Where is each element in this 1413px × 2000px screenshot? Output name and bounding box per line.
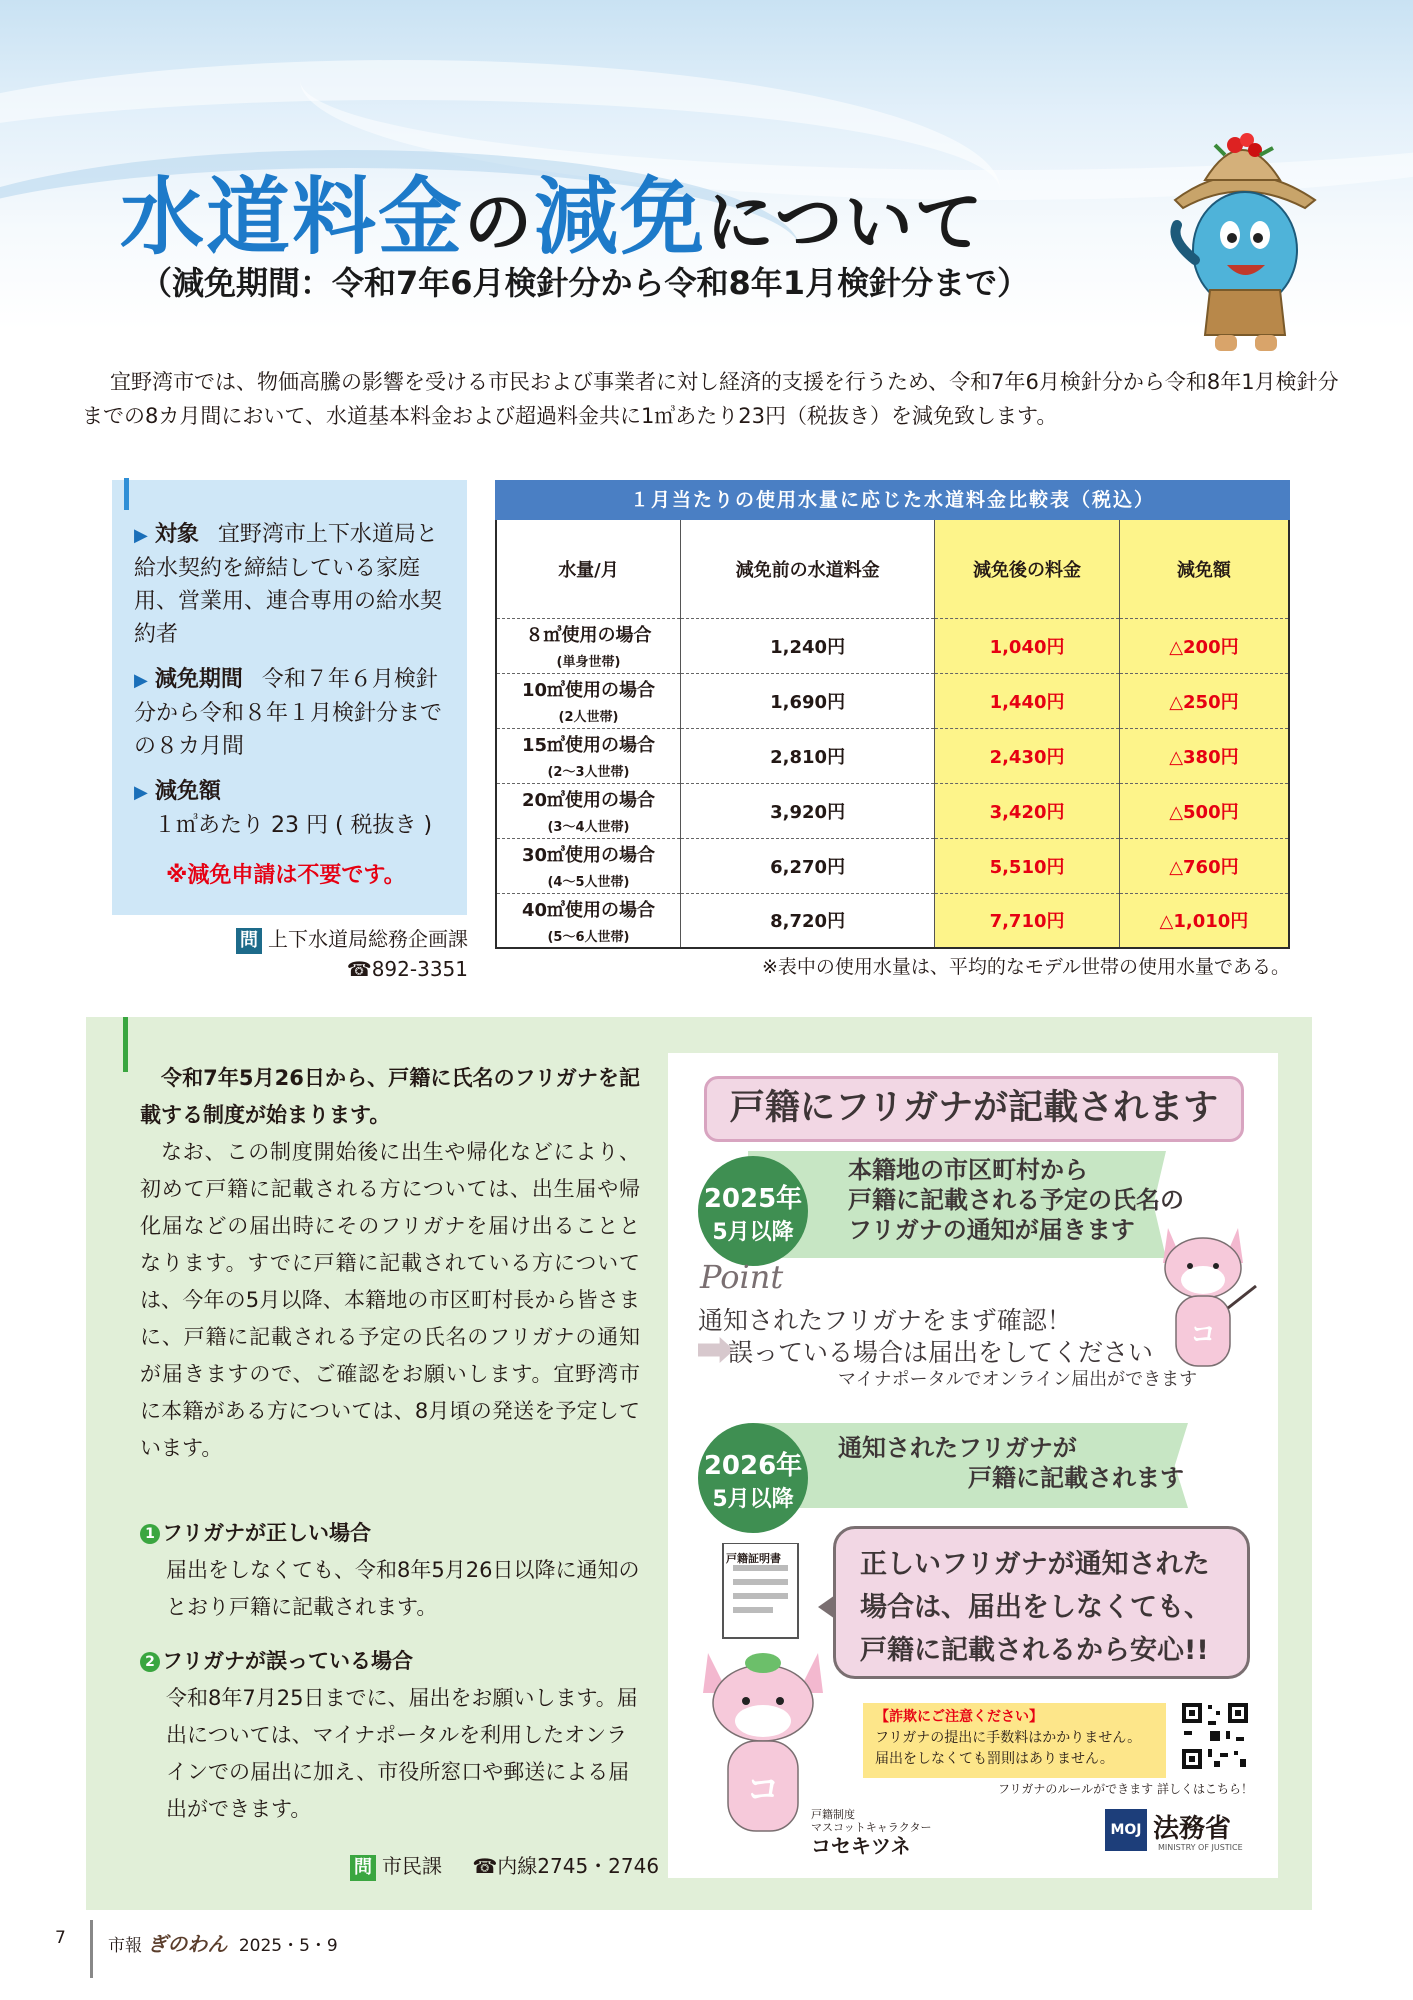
section-accent-bar bbox=[124, 478, 129, 510]
step2-date-circle: 2026年 5月以降 bbox=[698, 1423, 808, 1533]
info-amount: ▶ 減免額 １㎥あたり 23 円 ( 税抜き ) bbox=[134, 779, 433, 838]
table-row: 30㎥使用の場合 (4〜5人世帯) 6,270円 5,510円 △760円 bbox=[496, 838, 1289, 893]
water-bureau-phone: ☎892-3351 bbox=[346, 957, 468, 981]
poster-title: 戸籍にフリガナが記載されます bbox=[704, 1076, 1244, 1142]
inquiry-icon: 問 bbox=[350, 1855, 376, 1881]
koseki-article bbox=[140, 1060, 640, 1467]
section-accent-bar bbox=[123, 1017, 128, 1072]
koseki-body: なお、この制度開始後に出生や帰化などにより、初めて戸籍に記載される方については、出生届や帰化届などの届出時にそのフリガナを届け出ることとなります。すでに戸籍に記載されている方については、今年の5月以降、本籍地の市区町村長から皆さまに、戸籍に記載される予定の氏名のフリガナの通知が届きますので、ご確認をお願いします。宜野湾市に本籍がある方については、8月頃の発送を予定しています。 bbox=[140, 1140, 640, 1460]
ministry-emblem-icon: MOJ bbox=[1105, 1809, 1147, 1851]
triangle-bullet-icon: ▶ bbox=[134, 782, 148, 803]
info-target: ▶ 対象 宜野湾市上下水道局と給水契約を締結している家庭用、営業用、連合専用の給水契約者 bbox=[134, 522, 443, 647]
fee-comparison-table bbox=[495, 480, 1290, 949]
step1-text: 本籍地の市区町村から 戸籍に記載される予定の氏名の フリガナの通知が届きます bbox=[848, 1156, 1184, 1244]
column-header: 減免額 bbox=[1119, 520, 1289, 618]
table-row: 20㎥使用の場合 (3〜4人世帯) 3,920円 3,420円 △500円 bbox=[496, 783, 1289, 838]
case-wrong-furigana: 2 フリガナが誤っている場合 令和8年7月25日までに、届出をお願いします。届出については、マイナポータルを利用したオンラインでの届出に加え、市役所窓口や郵送による届出ができます。 bbox=[140, 1643, 645, 1828]
water-mascot-illustration bbox=[1165, 130, 1320, 355]
fox-mascot-certificate-illustration bbox=[688, 1543, 838, 1838]
number-2-icon: 2 bbox=[140, 1652, 160, 1672]
certificate-label: 戸籍証明書 bbox=[726, 1552, 781, 1565]
svg-text:コ: コ bbox=[1189, 1320, 1217, 1350]
scam-warning: 【詐欺にご注意ください】 フリガナの提出に手数料はかかりません。 届出をしなくても罰則はありません。 bbox=[863, 1703, 1166, 1778]
svg-text:コ: コ bbox=[746, 1770, 780, 1810]
case-correct-furigana: 1 フリガナが正しい場合 届出をしなくても、令和8年5月26日以降に通知のとおり戸籍に記載されます。 bbox=[140, 1515, 645, 1626]
mascot-caption: 戸籍制度 マスコットキャラクター コセキツネ bbox=[811, 1808, 932, 1858]
point-line-1: 通知されたフリガナをまず確認！ bbox=[698, 1306, 1072, 1335]
page-title: 水道料金の減免について bbox=[120, 168, 985, 266]
step1-date-circle: 2025年 5月以降 bbox=[698, 1156, 808, 1266]
publication-logo: ぎのわん bbox=[147, 1932, 228, 1956]
column-header: 減免前の水道料金 bbox=[680, 520, 934, 618]
reassurance-bubble: 正しいフリガナが通知された 場合は、届出をしなくても、 戸籍に記載されるから安心!! bbox=[833, 1526, 1250, 1679]
triangle-bullet-icon: ▶ bbox=[134, 525, 148, 546]
eligibility-info-box bbox=[112, 480, 467, 915]
table-title: １月当たりの使用水量に応じた水道料金比較表（税込） bbox=[495, 480, 1290, 520]
info-period: ▶ 減免期間 令和７年６月検針分から令和８年１月検針分までの８カ月間 bbox=[134, 667, 443, 759]
rule-link-text: フリガナのルールができます 詳しくはこちら！ bbox=[998, 1782, 1253, 1796]
table-row: 15㎥使用の場合 (2〜3人世帯) 2,810円 2,430円 △380円 bbox=[496, 728, 1289, 783]
koseki-lead: 令和7年5月26日から、戸籍に氏名のフリガナを記載する制度が始まります。 bbox=[140, 1066, 640, 1127]
intro-paragraph: 宜野湾市では、物価高騰の影響を受ける市民および事業者に対し経済的支援を行うため、令和7年6月検針分から令和8年1月検針分までの8カ月間において、水道基本料金および超過料金共に1㎥あたり23円（税抜き）を減免致します。 bbox=[82, 370, 1339, 428]
step2-text: 通知されたフリガナが 戸籍に記載されます bbox=[838, 1434, 1184, 1492]
point-label: Point bbox=[700, 1258, 784, 1296]
footer-publication: 市報 ぎのわん 2025・5・9 bbox=[108, 1932, 338, 1956]
water-bureau-contact: 問 上下水道局総務企画課 ☎892-3351 bbox=[220, 924, 468, 984]
footer-divider bbox=[90, 1920, 93, 1978]
column-header: 水量/月 bbox=[496, 520, 680, 618]
column-header: 減免後の料金 bbox=[935, 520, 1120, 618]
table-row: 40㎥使用の場合 (5〜6人世帯) 8,720円 7,710円 △1,010円 bbox=[496, 893, 1289, 948]
triangle-bullet-icon: ▶ bbox=[134, 670, 148, 691]
ministry-logo: MOJ 法務省 bbox=[1105, 1808, 1231, 1851]
number-1-icon: 1 bbox=[140, 1524, 160, 1544]
no-application-note: ※減免申請は不要です。 bbox=[166, 863, 406, 888]
furigana-poster bbox=[668, 1053, 1278, 1878]
page-number: 7 bbox=[55, 1928, 66, 1948]
inquiry-icon: 問 bbox=[236, 928, 262, 954]
table-footnote: ※表中の使用水量は、平均的なモデル世帯の使用水量である。 bbox=[762, 956, 1290, 978]
point-line-3: マイナポータルでオンライン届出ができます bbox=[838, 1369, 1198, 1390]
page-subtitle: （減免期間：令和7年6月検針分から令和8年1月検針分まで） bbox=[140, 264, 1030, 302]
table-row: 10㎥使用の場合 (2人世帯) 1,690円 1,440円 △250円 bbox=[496, 673, 1289, 728]
qr-code-icon[interactable] bbox=[1180, 1701, 1250, 1771]
citizen-section-contact: 問 市民課 ☎内線2745・2746 bbox=[350, 1850, 659, 1881]
point-line-2: 誤っている場合は届出をしてください bbox=[728, 1338, 1154, 1367]
ministry-english: MINISTRY OF JUSTICE bbox=[1158, 1843, 1243, 1852]
fox-mascot-illustration bbox=[1148, 1208, 1258, 1383]
table-row: ８㎥使用の場合 (単身世帯) 1,240円 1,040円 △200円 bbox=[496, 618, 1289, 673]
